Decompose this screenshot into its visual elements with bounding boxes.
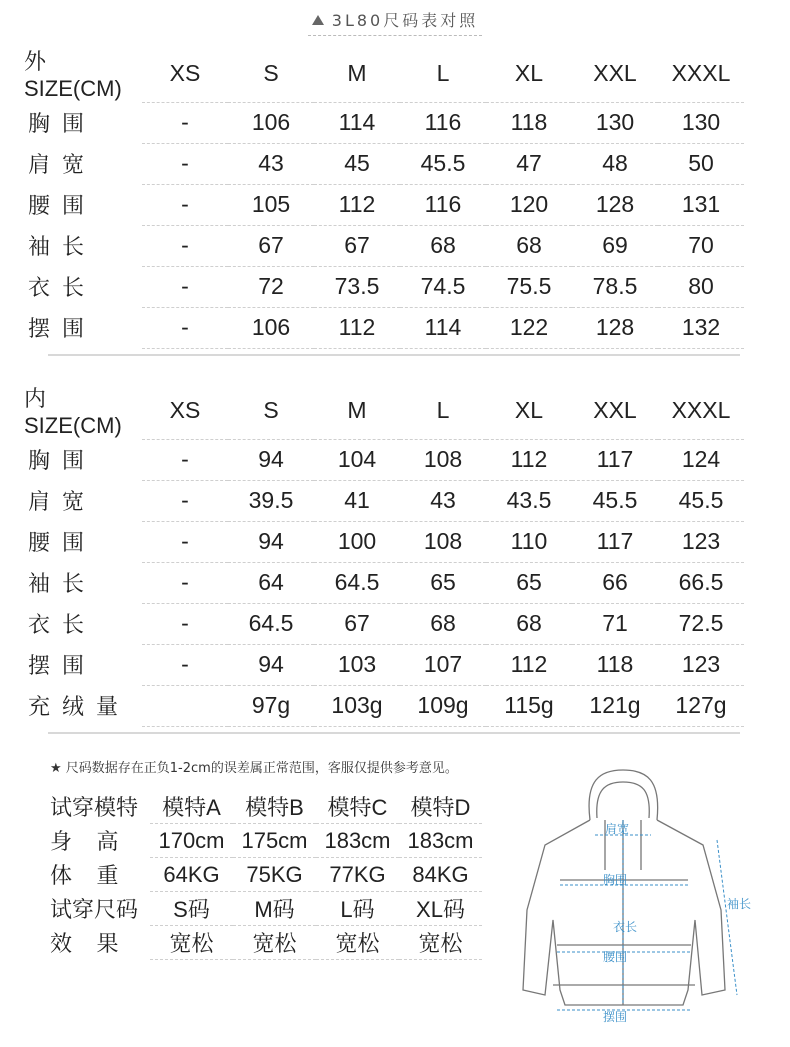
- table-row: [20, 521, 744, 562]
- table-cell: 106: [228, 307, 314, 348]
- table-cell: 97g: [228, 685, 314, 726]
- table-cell: 67: [314, 225, 400, 266]
- size-header: XXXL: [658, 45, 744, 102]
- table-cell: 65: [400, 562, 486, 603]
- table-cell: 108: [400, 439, 486, 480]
- header-row: [20, 382, 744, 439]
- shoulder-label: 肩宽: [605, 822, 630, 836]
- table-cell: -: [142, 562, 228, 603]
- model-cell: 64KG: [150, 858, 233, 892]
- table-cell: 130: [658, 102, 744, 143]
- table-cell: 45.5: [658, 480, 744, 521]
- table-cell: 117: [572, 439, 658, 480]
- size-header: M: [314, 382, 400, 439]
- table-cell: 121g: [572, 685, 658, 726]
- model-cell: 模特C: [316, 790, 399, 824]
- row-label: 腰围: [28, 530, 97, 555]
- table-cell: 123: [658, 521, 744, 562]
- table-cell: -: [142, 644, 228, 685]
- sleeve-label: 袖长: [727, 897, 752, 911]
- size-header: M: [314, 45, 400, 102]
- length-label: 衣长: [613, 920, 638, 934]
- table-cell: 48: [572, 143, 658, 184]
- table-header: 外SIZE(CM): [24, 49, 122, 101]
- table-row: [20, 143, 744, 184]
- table-cell: 73.5: [314, 266, 400, 307]
- table-cell: 103: [314, 644, 400, 685]
- table-cell: 72: [228, 266, 314, 307]
- table-cell: 69: [572, 225, 658, 266]
- model-cell: M码: [233, 892, 316, 926]
- table-cell: 124: [658, 439, 744, 480]
- table-cell: 67: [228, 225, 314, 266]
- model-cell: 模特D: [399, 790, 482, 824]
- table-cell: 132: [658, 307, 744, 348]
- table-cell: 43: [400, 480, 486, 521]
- table-cell: 47: [486, 143, 572, 184]
- row-label: 胸围: [28, 448, 97, 473]
- table-cell: 45: [314, 143, 400, 184]
- table-cell: 117: [572, 521, 658, 562]
- table-cell: 109g: [400, 685, 486, 726]
- table-cell: 118: [572, 644, 658, 685]
- table-cell: -: [142, 266, 228, 307]
- model-row-label: 效 果: [50, 931, 119, 956]
- table-cell: 64: [228, 562, 314, 603]
- row-label: 腰围: [28, 193, 97, 218]
- table-cell: -: [142, 521, 228, 562]
- table-cell: 116: [400, 184, 486, 225]
- triangle-icon: [312, 15, 324, 25]
- model-cell: 84KG: [399, 858, 482, 892]
- table-cell: 112: [486, 644, 572, 685]
- table-cell: 64.5: [314, 562, 400, 603]
- table-cell: 108: [400, 521, 486, 562]
- table-row: [20, 603, 744, 644]
- size-header: XS: [142, 382, 228, 439]
- model-cell: 77KG: [316, 858, 399, 892]
- table-cell: 45.5: [572, 480, 658, 521]
- size-header: XS: [142, 45, 228, 102]
- table-row: [20, 480, 744, 521]
- size-header: L: [400, 45, 486, 102]
- table-cell: 80: [658, 266, 744, 307]
- model-row: [50, 858, 482, 892]
- table-cell: -: [142, 143, 228, 184]
- header-row: [20, 45, 744, 102]
- table-cell: 68: [400, 603, 486, 644]
- model-cell: L码: [316, 892, 399, 926]
- title-text: 3L80尺码表对照: [331, 11, 479, 30]
- divider: [48, 732, 740, 734]
- size-header: L: [400, 382, 486, 439]
- table-row: [20, 644, 744, 685]
- table-cell: 41: [314, 480, 400, 521]
- model-cell: 宽松: [150, 926, 233, 960]
- row-label: 摆围: [28, 316, 97, 341]
- table-cell: 123: [658, 644, 744, 685]
- model-row-label: 试穿尺码: [50, 897, 139, 922]
- model-cell: 模特A: [150, 790, 233, 824]
- size-header: XL: [486, 45, 572, 102]
- table-row: [20, 184, 744, 225]
- table-cell: 65: [486, 562, 572, 603]
- table-row: [20, 439, 744, 480]
- row-label: 胸围: [28, 111, 97, 136]
- row-label: 衣长: [28, 275, 97, 300]
- table-cell: 130: [572, 102, 658, 143]
- table-cell: 71: [572, 603, 658, 644]
- table-cell: 67: [314, 603, 400, 644]
- table-cell: 115g: [486, 685, 572, 726]
- table-cell: -: [142, 225, 228, 266]
- jacket-diagram: [505, 760, 775, 1030]
- model-cell: 宽松: [399, 926, 482, 960]
- table-cell: 94: [228, 439, 314, 480]
- table-cell: 74.5: [400, 266, 486, 307]
- row-label: 衣长: [28, 612, 97, 637]
- model-cell: 宽松: [316, 926, 399, 960]
- table-cell: 106: [228, 102, 314, 143]
- table-cell: 114: [400, 307, 486, 348]
- title-wrap: [0, 8, 790, 36]
- table-row: [20, 225, 744, 266]
- table-cell: 107: [400, 644, 486, 685]
- table-cell: 128: [572, 184, 658, 225]
- table-cell: 75.5: [486, 266, 572, 307]
- table-row: [20, 562, 744, 603]
- row-label: 充绒量: [28, 694, 131, 719]
- note-text: ★ 尺码数据存在正负1-2cm的误差属正常范围，客服仅提供参考意见。: [50, 761, 458, 776]
- model-cell: XL码: [399, 892, 482, 926]
- table-cell: -: [142, 480, 228, 521]
- size-header: XXXL: [658, 382, 744, 439]
- hem-label: 摆围: [603, 1010, 628, 1024]
- table-cell: 66.5: [658, 562, 744, 603]
- model-row: [50, 892, 482, 926]
- table-cell: 43: [228, 143, 314, 184]
- model-cell: S码: [150, 892, 233, 926]
- table-cell: 72.5: [658, 603, 744, 644]
- table-cell: 112: [314, 184, 400, 225]
- inner-size-table: [20, 382, 744, 727]
- table-cell: 112: [486, 439, 572, 480]
- model-cell: 模特B: [233, 790, 316, 824]
- divider: [48, 354, 740, 356]
- model-cell: 75KG: [233, 858, 316, 892]
- table-row: [20, 685, 744, 726]
- table-header: 内SIZE(CM): [24, 386, 122, 438]
- chest-label: 胸围: [603, 873, 628, 887]
- table-cell: 94: [228, 521, 314, 562]
- model-row: [50, 824, 482, 858]
- table-cell: 50: [658, 143, 744, 184]
- size-header: XXL: [572, 382, 658, 439]
- table-cell: [142, 685, 228, 726]
- table-cell: 66: [572, 562, 658, 603]
- table-cell: 68: [400, 225, 486, 266]
- model-cell: 宽松: [233, 926, 316, 960]
- table-cell: 68: [486, 225, 572, 266]
- model-row-label: 体 重: [50, 863, 119, 888]
- row-label: 摆围: [28, 653, 97, 678]
- table-cell: 122: [486, 307, 572, 348]
- row-label: 肩宽: [28, 489, 97, 514]
- table-cell: 110: [486, 521, 572, 562]
- table-cell: 116: [400, 102, 486, 143]
- size-header: XL: [486, 382, 572, 439]
- table-cell: 94: [228, 644, 314, 685]
- table-cell: 118: [486, 102, 572, 143]
- table-cell: -: [142, 102, 228, 143]
- model-cell: 175cm: [233, 824, 316, 858]
- table-cell: -: [142, 307, 228, 348]
- waist-label: 腰围: [603, 950, 628, 964]
- size-header: S: [228, 45, 314, 102]
- model-row-label: 试穿模特: [50, 795, 139, 821]
- row-label: 袖长: [28, 571, 97, 596]
- table-cell: 112: [314, 307, 400, 348]
- model-row: [50, 926, 482, 960]
- table-cell: 70: [658, 225, 744, 266]
- table-cell: -: [142, 184, 228, 225]
- outer-size-table: [20, 45, 744, 349]
- table-row: [20, 102, 744, 143]
- model-table: [50, 790, 482, 960]
- table-cell: 39.5: [228, 480, 314, 521]
- table-cell: 78.5: [572, 266, 658, 307]
- size-header: S: [228, 382, 314, 439]
- model-cell: 183cm: [399, 824, 482, 858]
- table-cell: 64.5: [228, 603, 314, 644]
- model-cell: 183cm: [316, 824, 399, 858]
- table-cell: 114: [314, 102, 400, 143]
- table-row: [20, 307, 744, 348]
- table-cell: 131: [658, 184, 744, 225]
- row-label: 袖长: [28, 234, 97, 259]
- model-row: [50, 790, 482, 824]
- row-label: 肩宽: [28, 152, 97, 177]
- table-cell: 120: [486, 184, 572, 225]
- table-cell: -: [142, 603, 228, 644]
- table-row: [20, 266, 744, 307]
- table-cell: 100: [314, 521, 400, 562]
- table-cell: 45.5: [400, 143, 486, 184]
- table-cell: 43.5: [486, 480, 572, 521]
- model-cell: 170cm: [150, 824, 233, 858]
- table-cell: 104: [314, 439, 400, 480]
- table-cell: 103g: [314, 685, 400, 726]
- model-row-label: 身 高: [50, 829, 119, 854]
- table-cell: -: [142, 439, 228, 480]
- size-header: XXL: [572, 45, 658, 102]
- table-cell: 68: [486, 603, 572, 644]
- page-title: [308, 8, 482, 36]
- table-cell: 127g: [658, 685, 744, 726]
- table-cell: 128: [572, 307, 658, 348]
- table-cell: 105: [228, 184, 314, 225]
